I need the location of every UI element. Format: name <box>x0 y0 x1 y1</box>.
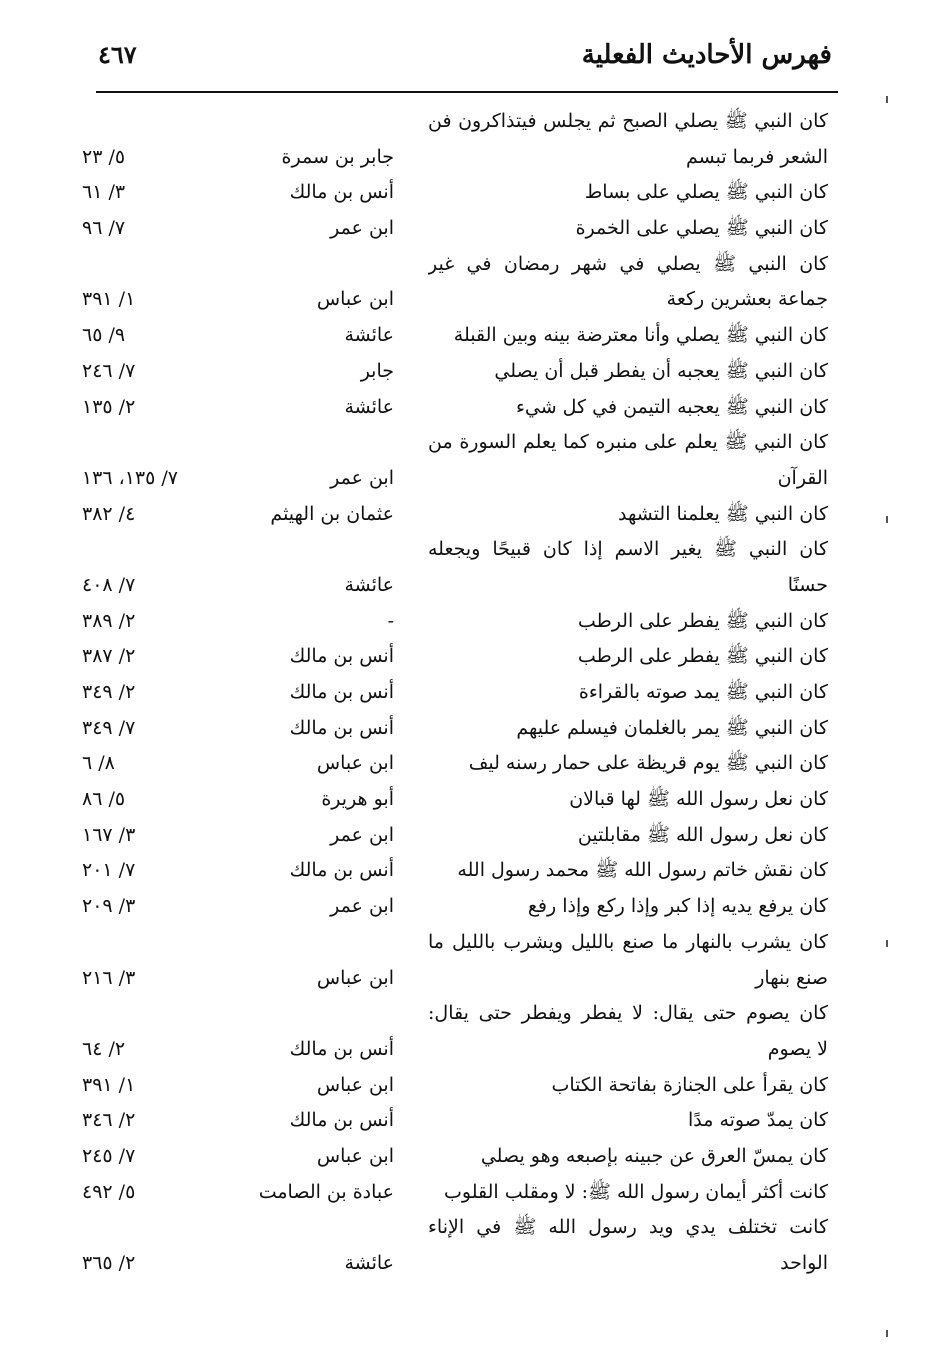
volume-page-ref: ٥/ ٨٦ <box>82 788 126 811</box>
narrator: أنس بن مالك <box>289 645 394 668</box>
narrator: عائشة <box>344 395 394 418</box>
hadith-index-list <box>0 104 934 1282</box>
index-entry-line <box>0 461 934 497</box>
volume-page-ref: ٧/ ٢٠١ <box>82 859 136 882</box>
index-entry-line <box>0 247 934 283</box>
index-entry-line <box>0 425 934 461</box>
hadith-text: كان النبي ﷺ يصلي على الخمرة <box>575 217 828 240</box>
hadith-text: لا يصوم <box>767 1037 828 1060</box>
hadith-text: كان النبي ﷺ يعجبه التيمن في كل شيء <box>515 395 828 418</box>
index-entry-line <box>0 604 934 640</box>
narrator: ابن عباس <box>316 288 394 311</box>
index-entry-line <box>0 818 934 854</box>
index-entry-line <box>0 1210 934 1246</box>
index-entry-line <box>0 1068 934 1104</box>
index-entry-line <box>0 497 934 533</box>
volume-page-ref: ٢/ ٣٤٩ <box>82 681 136 703</box>
index-entry-line <box>0 639 934 675</box>
volume-page-ref: ٤/ ٣٨٢ <box>82 502 136 525</box>
volume-page-ref: ٢/ ١٣٥ <box>82 395 136 418</box>
volume-page-ref: ٣/ ٢٠٩ <box>82 895 136 918</box>
volume-page-ref: ٧/ ٣٤٩ <box>82 716 136 739</box>
narrator: أنس بن مالك <box>289 1037 394 1060</box>
hadith-text: كان النبي ﷺ يغير الاسم إذا كان قبيحًا ويجعله <box>428 538 828 561</box>
hadith-text: صنع بنهار <box>755 966 828 989</box>
narrator: ابن عمر <box>330 466 394 489</box>
hadith-text: حسنًا <box>787 573 828 596</box>
volume-page-ref: ٨/ ٦ <box>82 752 115 775</box>
index-entry-line <box>0 175 934 211</box>
volume-page-ref: ١/ ٣٩١ <box>82 288 136 311</box>
hadith-text: كانت أكثر أيمان رسول الله ﷺ: لا ومقلب القلوب <box>444 1180 828 1203</box>
hadith-text: الشعر فربما تبسم <box>686 145 828 168</box>
hadith-text: كان النبي ﷺ يمر بالغلمان فيسلم عليهم <box>516 716 828 739</box>
index-entry-line <box>0 675 934 711</box>
index-entry-line <box>0 925 934 961</box>
volume-page-ref: ٣/ ١٦٧ <box>82 823 136 846</box>
volume-page-ref: ٧/ ٢٤٦ <box>82 359 136 382</box>
index-entry-line <box>0 1032 934 1068</box>
hadith-text: جماعة بعشرين ركعة <box>666 288 828 311</box>
narrator: عبادة بن الصامت <box>258 1180 394 1203</box>
volume-page-ref: ٧/ ٩٦ <box>82 217 126 240</box>
hadith-text: كان يمدّ صوته مدًا <box>687 1109 828 1132</box>
hadith-text: كان نقش خاتم رسول الله ﷺ محمد رسول الله <box>457 859 828 882</box>
narrator: أبو هريرة <box>321 788 394 811</box>
volume-page-ref: ٧/ ٤٠٨ <box>82 573 136 596</box>
volume-page-ref: ٩/ ٦٥ <box>82 324 126 347</box>
index-entry-line <box>0 282 934 318</box>
narrator: ابن عمر <box>330 895 394 918</box>
index-entry-line <box>0 390 934 426</box>
header-rule <box>96 91 838 93</box>
narrator: ابن عمر <box>330 823 394 846</box>
narrator: أنس بن مالك <box>289 1109 394 1132</box>
hadith-text: كان نعل رسول الله ﷺ مقابلتين <box>577 823 828 846</box>
hadith-text: كان النبي ﷺ يفطر على الرطب <box>577 645 828 668</box>
index-entry-line <box>0 889 934 925</box>
index-entry-line <box>0 568 934 604</box>
volume-page-ref: ٣/ ٢١٦ <box>82 966 136 989</box>
narrator: ابن عباس <box>316 966 394 989</box>
hadith-text: كان النبي ﷺ يعلم على منبره كما يعلم السورة من <box>428 431 828 454</box>
narrator: أنس بن مالك <box>289 681 394 703</box>
hadith-text: كانت تختلف يدي ويد رسول الله ﷺ في الإناء <box>428 1216 828 1239</box>
narrator: جابر بن سمرة <box>281 145 394 168</box>
narrator: أنس بن مالك <box>289 859 394 882</box>
narrator: ابن عمر <box>330 217 394 240</box>
volume-page-ref: ٧/ ١٣٥، ١٣٦ <box>81 466 178 489</box>
narrator: ابن عباس <box>316 1073 394 1096</box>
page-number: ٤٦٧ <box>98 40 137 69</box>
volume-page-ref: ٢/ ٣٤٦ <box>82 1109 136 1132</box>
narrator: عثمان بن الهيثم <box>270 502 394 525</box>
hadith-text: كان النبي ﷺ يمد صوته بالقراءة <box>578 681 828 703</box>
margin-tick <box>886 1330 888 1337</box>
hadith-text: كان يشرب بالنهار ما صنع بالليل ويشرب بالليل ما <box>428 930 828 953</box>
index-entry-line <box>0 782 934 818</box>
volume-page-ref: ٢/ ٣٨٩ <box>82 609 136 632</box>
index-entry-line <box>0 1103 934 1139</box>
narrator: أنس بن مالك <box>289 181 394 204</box>
narrator: جابر <box>360 359 394 382</box>
volume-page-ref: ١/ ٣٩١ <box>82 1073 136 1096</box>
index-entry-line <box>0 318 934 354</box>
index-entry-line <box>0 354 934 390</box>
index-entry-line <box>0 711 934 747</box>
volume-page-ref: ٢/ ٣٦٥ <box>82 1252 136 1274</box>
narrator: عائشة <box>344 573 394 596</box>
hadith-text: كان يرفع يديه إذا كبر وإذا ركع وإذا رفع <box>527 895 828 918</box>
hadith-text: كان النبي ﷺ يصلي وأنا معترضة بينه وبين القبلة <box>453 324 828 347</box>
narrator: أنس بن مالك <box>289 716 394 739</box>
volume-page-ref: ٢/ ٦٤ <box>82 1037 126 1060</box>
hadith-text: كان نعل رسول الله ﷺ لها قبالان <box>569 788 828 811</box>
index-entry-line <box>0 104 934 140</box>
index-entry-line <box>0 853 934 889</box>
hadith-text: كان النبي ﷺ يعلمنا التشهد <box>617 502 828 525</box>
index-entry-line <box>0 996 934 1032</box>
index-entry-line <box>0 140 934 176</box>
index-entry-line <box>0 1139 934 1175</box>
index-entry-line <box>0 532 934 568</box>
narrator: ابن عباس <box>316 1144 394 1167</box>
hadith-text: الواحد <box>780 1252 828 1274</box>
index-entry-line <box>0 961 934 997</box>
volume-page-ref: ٣/ ٦١ <box>82 181 126 204</box>
narrator: عائشة <box>344 324 394 347</box>
hadith-text: كان يقرأ على الجنازة بفاتحة الكتاب <box>551 1073 828 1096</box>
volume-page-ref: ٧/ ٢٤٥ <box>82 1144 136 1167</box>
volume-page-ref: ٥/ ٤٩٢ <box>82 1180 136 1203</box>
hadith-text: كان النبي ﷺ يصلي الصبح ثم يجلس فيتذاكرون فن <box>428 110 828 132</box>
index-entry-line <box>0 746 934 782</box>
index-entry-line <box>0 211 934 247</box>
hadith-text: كان يصوم حتى يقال: لا يفطر ويفطر حتى يقال: <box>428 1002 828 1025</box>
index-entry-line <box>0 1175 934 1211</box>
hadith-text: كان النبي ﷺ يعجبه أن يفطر قبل أن يصلي <box>494 359 828 382</box>
volume-page-ref: ٥/ ٢٣ <box>82 145 126 168</box>
hadith-text: كان النبي ﷺ يفطر على الرطب <box>577 609 828 632</box>
page-title: فهرس الأحاديث الفعلية <box>581 40 832 70</box>
index-entry-line <box>0 1246 934 1282</box>
hadith-text: كان يمسّ العرق عن جبينه بإصبعه وهو يصلي <box>480 1144 828 1167</box>
margin-tick <box>886 96 888 103</box>
hadith-text: كان النبي ﷺ يصلي على بساط <box>584 181 828 204</box>
hadith-text: كان النبي ﷺ يصلي في شهر رمضان في غير <box>428 252 828 275</box>
volume-page-ref: ٢/ ٣٨٧ <box>82 645 136 668</box>
narrator: - <box>387 609 394 632</box>
narrator: ابن عباس <box>316 752 394 775</box>
narrator: عائشة <box>344 1252 394 1274</box>
hadith-text: كان النبي ﷺ يوم قريظة على حمار رسنه ليف <box>468 752 828 775</box>
hadith-text: القرآن <box>777 466 828 489</box>
